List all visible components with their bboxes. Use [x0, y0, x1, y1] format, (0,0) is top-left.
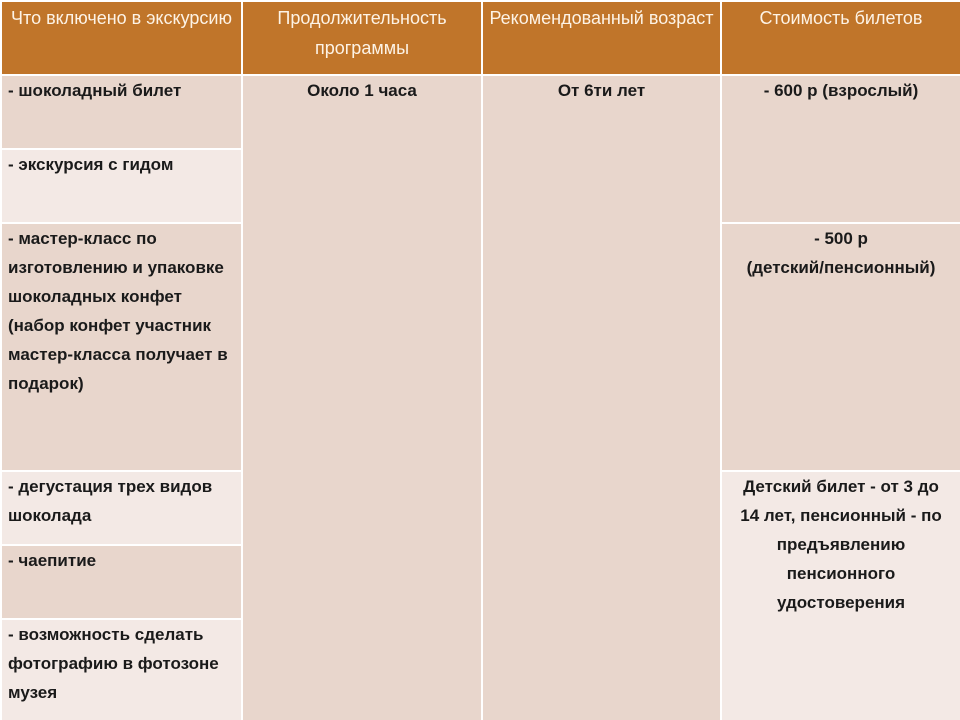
- price-adult: - 600 р (взрослый): [721, 75, 960, 223]
- price-child-category: (детский/пенсионный): [746, 258, 936, 277]
- included-item-chocolate-ticket: - шоколадный билет: [1, 75, 242, 149]
- header-row: [1, 1, 960, 75]
- age-value: От 6ти лет: [482, 75, 721, 720]
- header-age: Рекомендованный возраст: [482, 1, 721, 75]
- header-duration: Продолжительность программы: [242, 1, 482, 75]
- included-item-master-class: - мастер-класс по изготовлению и упаковке шоколадных конфет (набор конфет участник мастер-класса получает в подарок): [1, 223, 242, 471]
- header-included: Что включено в экскурсию: [1, 1, 242, 75]
- price-child: [721, 223, 960, 471]
- included-item-guided-tour: - экскурсия с гидом: [1, 149, 242, 223]
- duration-value: Около 1 часа: [242, 75, 482, 720]
- included-item-tasting: - дегустация трех видов шоколада: [1, 471, 242, 545]
- included-item-photo-zone: - возможность сделать фотографию в фотозоне музея: [1, 619, 242, 720]
- table-row: [1, 75, 960, 149]
- included-item-tea: - чаепитие: [1, 545, 242, 619]
- price-note: Детский билет - от 3 до 14 лет, пенсионный - по предъявлению пенсионного удостоверения: [721, 471, 960, 720]
- price-child-amount: - 500 р: [814, 229, 868, 248]
- header-price: Стоимость билетов: [721, 1, 960, 75]
